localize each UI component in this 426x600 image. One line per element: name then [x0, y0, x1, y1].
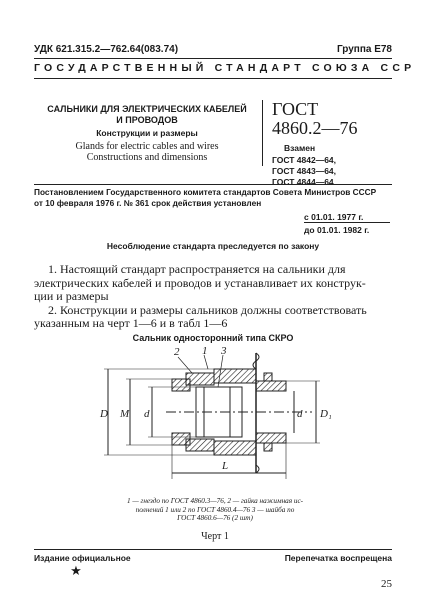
paragraph-1-line-3: ции и размеры: [34, 289, 109, 303]
gost-label: ГОСТ: [272, 99, 319, 119]
paragraph-1-line-2: электрических кабелей и проводов и устанавливает их конструк-: [34, 275, 366, 290]
valid-to: до 01.01. 1982 г.: [304, 225, 370, 235]
subtitle-ru: Конструкции и размеры: [96, 128, 198, 138]
figure-caption: Сальник односторонний типа СКРО: [132, 333, 294, 343]
paragraph-2-line-1: 2. Конструкции и размеры сальников должны соответствовать: [48, 302, 367, 317]
body-text: [34, 263, 394, 331]
paragraph-2-line-2: указанным на черт 1—6 и в табл 1—6: [34, 316, 228, 330]
decree-line-2: от 10 февраля 1976 г. № 361 срок действия установлен: [34, 197, 262, 208]
gland-drawing: [80, 345, 380, 495]
decree-rule: [34, 184, 392, 185]
decree-text: [34, 187, 376, 208]
legend-line-3: ГОСТ 4860.6—76 (2 шт): [177, 514, 253, 522]
dim-label-D1: D₁: [320, 408, 332, 420]
replaces-item: ГОСТ 4843—64,: [272, 166, 337, 176]
standard-banner: ГОСУДАРСТВЕННЫЙ СТАНДАРТ СОЮЗА ССР: [34, 62, 416, 74]
page-number: 25: [381, 578, 392, 590]
title-line-2: И ПРОВОДОВ: [116, 115, 178, 125]
dim-label-D: D: [100, 408, 108, 420]
replaces-item: ГОСТ 4844—64: [272, 177, 334, 187]
dim-label-L: L: [222, 460, 229, 472]
replaces-label: Взамен: [284, 143, 316, 153]
edition-label: Издание официальное: [34, 553, 131, 563]
decree-line-1: Постановлением Государственного комитета стандартов Совета Министров СССР: [34, 187, 377, 197]
law-warning: Несоблюдение стандарта преследуется по закону: [106, 241, 320, 251]
document-title: [40, 104, 254, 126]
figure-legend: [90, 497, 340, 523]
title-en-line-1: Glands for electric cables and wires: [75, 141, 219, 152]
title-line-1: САЛЬНИКИ ДЛЯ ЭЛЕКТРИЧЕСКИХ КАБЕЛЕЙ: [47, 104, 247, 114]
footer-rule: [34, 549, 392, 550]
figure-label: Черт 1: [201, 531, 229, 542]
replaces-item: ГОСТ 4842—64,: [272, 155, 337, 165]
callout-3: 3: [221, 345, 227, 357]
dim-label-d-right: d: [297, 408, 303, 420]
star-icon: ★: [70, 563, 82, 578]
legend-line-2: полнений 1 или 2 по ГОСТ 4860.4—76 3 — шайба по: [135, 505, 295, 514]
dim-label-M: M: [120, 408, 130, 420]
reprint-notice: Перепечатка воспрещена: [284, 553, 392, 563]
group-code: Группа Е78: [336, 44, 392, 55]
gost-code: 4860.2—76: [272, 118, 358, 138]
callout-2: 2: [174, 346, 180, 358]
dim-label-d: d: [144, 408, 150, 420]
title-divider: [262, 100, 264, 166]
callout-1: 1: [202, 345, 208, 357]
header-rule-top: [34, 58, 392, 59]
valid-from: с 01.01. 1977 г.: [304, 212, 364, 222]
validity-rule: [304, 222, 390, 223]
paragraph-1-line-1: 1. Настоящий стандарт распространяется на сальники для: [48, 262, 346, 276]
legend-line-1: 1 — гнездо по ГОСТ 4860.3—76, 2 — гайка нажимная ис-: [126, 497, 304, 505]
title-en-line-2: Constructions and dimensions: [86, 152, 208, 163]
header-rule-bottom: [34, 78, 392, 79]
gost-number: [272, 100, 358, 138]
title-en: [40, 141, 254, 163]
udk-code: УДК 621.315.2—762.64(083.74): [34, 44, 179, 55]
